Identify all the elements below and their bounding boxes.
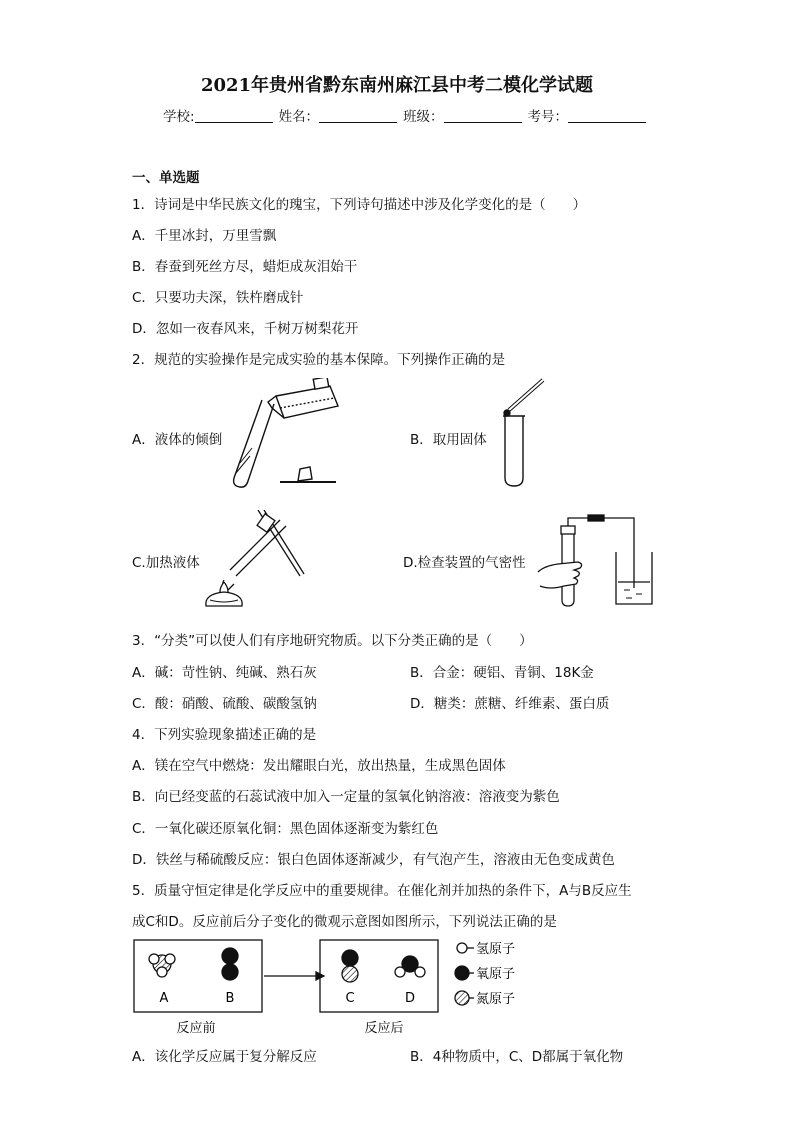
legend-hydrogen: 氢原子 <box>476 942 516 957</box>
airtightness-figure <box>534 512 659 608</box>
molecule-a-label: A <box>159 991 169 1006</box>
school-blank <box>195 109 273 123</box>
molecule-d-label: D <box>404 991 416 1006</box>
number-blank <box>568 109 646 123</box>
q1-option-c: C．只要功夫深，铁杵磨成针 <box>132 290 304 306</box>
q4-stem: 4．下列实验现象描述正确的是 <box>132 727 317 743</box>
q1-option-b: B．春蚕到死丝方尽，蜡炬成灰泪始干 <box>132 259 358 275</box>
q1-stem: 1．诗词是中华民族文化的瑰宝，下列诗句描述中涉及化学变化的是（ ） <box>132 197 587 213</box>
pouring-liquid-figure <box>228 378 348 490</box>
q2-option-a: A．液体的倾倒 <box>132 432 223 448</box>
q5-stem-line2: 成C和D。反应前后分子变化的微观示意图如图所示，下列说法正确的是 <box>132 914 557 930</box>
q3-option-c: C．酸：硝酸、硫酸、碳酸氢钠 <box>132 696 317 712</box>
q1-option-d: D．忽如一夜春风来，千树万树梨花开 <box>132 321 359 337</box>
q3-option-d: D．糖类：蔗糖、纤维素、蛋白质 <box>410 696 610 712</box>
q2-stem: 2．规范的实验操作是完成实验的基本保障。下列操作正确的是 <box>132 352 506 368</box>
class-label: 班级： <box>403 109 444 125</box>
q4-option-b: B．向已经变蓝的石蕊试液中加入一定量的氢氧化钠溶液：溶液变为紫色 <box>132 789 560 805</box>
legend-nitrogen: 氮原子 <box>476 992 516 1007</box>
q2-option-b: B．取用固体 <box>410 432 487 448</box>
molecule-diagram <box>130 936 550 1040</box>
q3-stem: 3．“分类”可以使人们有序地研究物质。以下分类正确的是（ ） <box>132 633 533 649</box>
q4-option-c: C．一氧化碳还原氧化铜：黑色固体逐渐变为紫红色 <box>132 821 439 837</box>
school-label: 学校: <box>163 109 195 125</box>
q5-option-b: B．4种物质中，C、D都属于氧化物 <box>410 1049 624 1065</box>
heating-liquid-figure <box>200 510 310 610</box>
student-info <box>163 105 652 125</box>
before-box <box>134 940 262 1012</box>
taking-solid-figure <box>495 376 555 490</box>
q3-option-a: A．碱：苛性钠、纯碱、熟石灰 <box>132 665 317 681</box>
q4-option-d: D．铁丝与稀硫酸反应：银白色固体逐渐减少，有气泡产生，溶液由无色变成黄色 <box>132 852 615 868</box>
molecule-c-label: C <box>345 991 355 1006</box>
q2-option-d: D.检查装置的气密性 <box>403 555 526 571</box>
name-blank <box>319 109 397 123</box>
page-title: 2021年贵州省黔东南州麻江县中考二模化学试题 <box>200 75 594 96</box>
q5-option-a: A．该化学反应属于复分解反应 <box>132 1049 317 1065</box>
molecule-b-label: B <box>225 991 235 1006</box>
after-label: 反应后 <box>364 1021 404 1036</box>
q1-option-a: A．千里冰封，万里雪飘 <box>132 228 277 244</box>
q5-stem-line1: 5．质量守恒定律是化学反应中的重要规律。在催化剂并加热的条件下，A与B反应生 <box>132 883 632 899</box>
q2-option-c: C.加热液体 <box>132 555 200 571</box>
section-heading: 一、单选题 <box>132 170 200 186</box>
q3-option-b: B．合金：硬铝、青铜、18K金 <box>410 665 594 681</box>
q4-option-a: A．镁在空气中燃烧：发出耀眼白光，放出热量，生成黑色固体 <box>132 758 506 774</box>
number-label: 考号： <box>527 109 569 125</box>
before-label: 反应前 <box>176 1021 216 1036</box>
name-label: 姓名： <box>278 109 320 125</box>
class-blank <box>444 109 522 123</box>
legend-oxygen: 氧原子 <box>476 967 516 982</box>
